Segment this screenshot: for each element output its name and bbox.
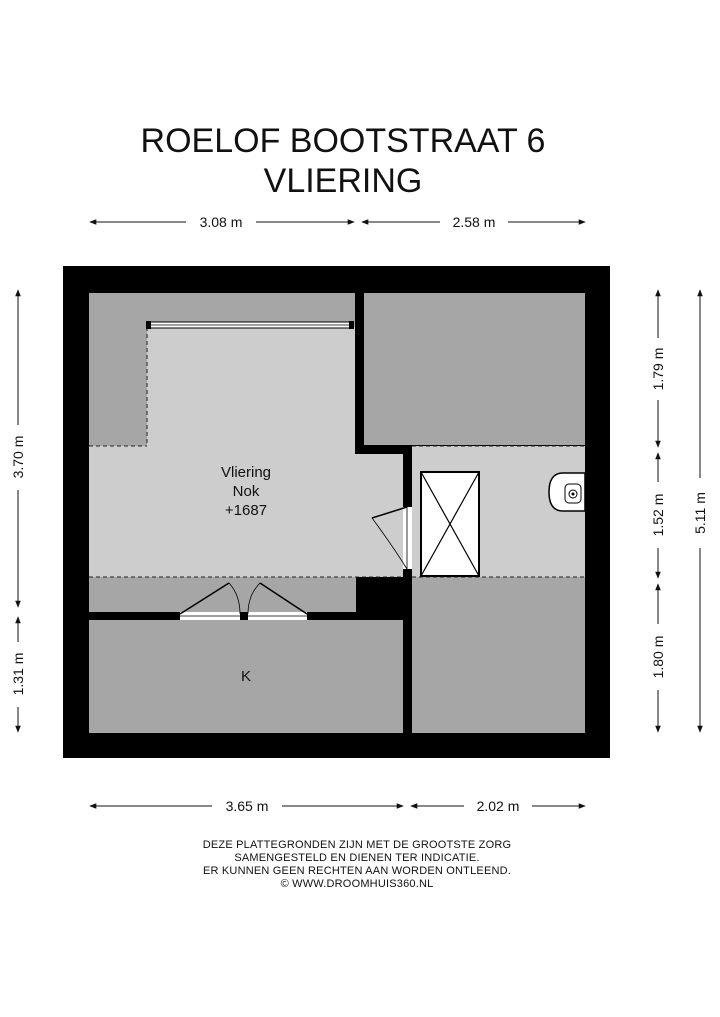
disclaimer xyxy=(203,839,511,890)
dimension-right xyxy=(650,290,708,732)
dimension-top-right: 2.58 m xyxy=(452,214,496,230)
room-label-storage: K xyxy=(240,668,252,685)
room-label-height: +1687 xyxy=(224,502,268,519)
dimension-right-lower: 1.80 m xyxy=(650,635,666,679)
dimension-left xyxy=(10,290,26,732)
floor-right-lower xyxy=(412,577,585,733)
disclaimer-line-2: SAMENGESTELD EN DIENEN TER INDICATIE. xyxy=(234,852,480,864)
dimension-top xyxy=(90,214,585,230)
dimension-bottom xyxy=(90,798,585,814)
dimension-right-total: 5.11 m xyxy=(692,492,708,534)
dimension-bottom-right: 2.02 m xyxy=(476,798,520,814)
floor-vliering-right xyxy=(364,293,585,445)
dimension-top-left: 3.08 m xyxy=(199,214,243,230)
dimension-right-middle: 1.52 m xyxy=(650,493,666,537)
dimension-bottom-left: 3.65 m xyxy=(225,798,269,814)
dimension-left-upper: 3.70 m xyxy=(10,435,26,479)
disclaimer-line-1: DEZE PLATTEGRONDEN ZIJN MET DE GROOTSTE ZORG xyxy=(202,839,512,851)
interior-wall-upper xyxy=(355,293,364,447)
boiler-icon xyxy=(549,473,585,511)
disclaimer-line-4: © WWW.DROOMHUIS360.NL xyxy=(280,878,434,890)
room-label-vliering: Vliering xyxy=(220,464,272,481)
interior-wall-vertical xyxy=(403,446,412,733)
hatch-opening xyxy=(421,472,479,576)
dimension-left-lower: 1.31 m xyxy=(10,652,26,696)
dimension-right-upper: 1.79 m xyxy=(650,347,666,391)
disclaimer-line-3: ER KUNNEN GEEN RECHTEN AAN WORDEN ONTLEEND. xyxy=(202,865,512,877)
plan-subtitle: VLIERING xyxy=(263,162,423,200)
roof-window xyxy=(146,321,354,329)
room-label-nok: Nok xyxy=(232,483,260,500)
plan-title: ROELOF BOOTSTRAAT 6 xyxy=(140,122,546,160)
